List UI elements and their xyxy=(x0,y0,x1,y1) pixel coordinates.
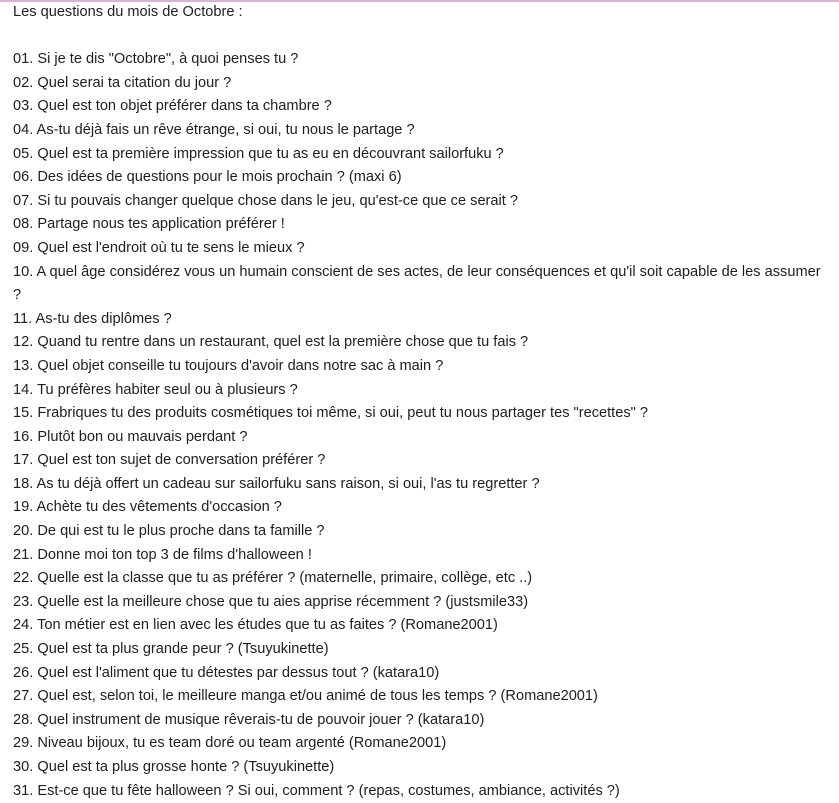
question-item xyxy=(13,496,839,520)
question-text: Si je te dis "Octobre", à quoi penses tu ? xyxy=(37,51,299,68)
question-number: 26. xyxy=(13,664,34,681)
question-item xyxy=(13,331,839,355)
question-number: 16. xyxy=(13,428,34,445)
question-number: 29. xyxy=(13,735,34,752)
question-item xyxy=(13,72,839,96)
question-number: 21. xyxy=(13,546,34,563)
question-item xyxy=(13,143,839,167)
question-number: 03. xyxy=(13,98,34,115)
question-text: De qui est tu le plus proche dans ta famille ? xyxy=(37,523,325,540)
question-item xyxy=(13,520,839,544)
post-title: Les questions du mois de Octobre : xyxy=(13,4,243,20)
question-number: 12. xyxy=(13,334,34,351)
question-line xyxy=(13,119,839,143)
question-line xyxy=(13,638,839,662)
question-item xyxy=(13,308,839,332)
question-number: 09. xyxy=(13,239,34,256)
question-number: 24. xyxy=(13,617,34,634)
question-text: Niveau bijoux, tu es team doré ou team argenté (Romane2001) xyxy=(37,735,447,752)
question-text: Des idées de questions pour le mois prochain ? (maxi 6) xyxy=(37,169,402,186)
question-text: Quel est ton sujet de conversation préférer ? xyxy=(37,452,326,469)
question-number: 25. xyxy=(13,641,34,658)
question-number: 18. xyxy=(13,475,34,492)
question-text: Quelle est la meilleure chose que tu aies apprise récemment ? (justsmile33) xyxy=(37,593,529,610)
question-line xyxy=(13,520,839,544)
question-item xyxy=(13,355,839,379)
question-item xyxy=(13,591,839,615)
question-line xyxy=(13,190,839,214)
question-number: 05. xyxy=(13,145,34,162)
question-number: 10. xyxy=(13,263,34,280)
question-line xyxy=(13,426,839,450)
question-line xyxy=(13,213,839,237)
question-item xyxy=(13,709,839,733)
question-text: Quel est ta plus grosse honte ? (Tsuyukinette) xyxy=(37,759,335,775)
question-line xyxy=(13,143,839,167)
question-number: 13. xyxy=(13,357,34,374)
question-line xyxy=(13,662,839,686)
question-line xyxy=(13,48,839,72)
question-text: Donne moi ton top 3 de films d'halloween ! xyxy=(37,546,312,563)
question-text: Ton métier est en lien avec les études que tu as faites ? (Romane2001) xyxy=(37,617,498,634)
question-item xyxy=(13,190,839,214)
question-line xyxy=(13,308,839,332)
question-number: 01. xyxy=(13,51,34,68)
question-text: Quel serai ta citation du jour ? xyxy=(37,74,232,91)
question-item xyxy=(13,614,839,638)
question-item xyxy=(13,237,839,261)
question-text: Quand tu rentre dans un restaurant, quel est la première chose que tu fais ? xyxy=(37,334,529,351)
question-text: Quel est ta première impression que tu as eu en découvrant sailorfuku ? xyxy=(37,145,504,162)
question-line xyxy=(13,402,839,426)
question-text: Quel instrument de musique rêverais-tu de pouvoir jouer ? (katara10) xyxy=(37,711,485,728)
question-number: 27. xyxy=(13,688,34,705)
question-item xyxy=(13,449,839,473)
question-list xyxy=(13,48,839,803)
question-text: Quel est l'aliment que tu détestes par dessus tout ? (katara10) xyxy=(37,664,440,681)
question-item xyxy=(13,379,839,403)
question-line xyxy=(13,709,839,733)
question-number: 08. xyxy=(13,216,34,233)
question-line xyxy=(13,567,839,591)
question-number: 28. xyxy=(13,711,34,728)
question-number: 11. xyxy=(13,310,33,327)
question-text: Quel est, selon toi, le meilleure manga et/ou animé de tous les temps ? (Romane2001) xyxy=(37,688,598,705)
question-number: 19. xyxy=(13,499,34,516)
question-number: 30. xyxy=(13,759,34,775)
question-item xyxy=(13,48,839,72)
question-number: 06. xyxy=(13,169,34,186)
question-item xyxy=(13,685,839,709)
question-item xyxy=(13,662,839,686)
question-item xyxy=(13,473,839,497)
question-text: As-tu des diplômes ? xyxy=(35,310,172,327)
question-line xyxy=(13,261,839,285)
question-number: 31. xyxy=(13,782,34,799)
question-text: Quel est l'endroit où tu te sens le mieux ? xyxy=(37,239,305,256)
question-line xyxy=(13,496,839,520)
question-line xyxy=(13,331,839,355)
question-text: As-tu déjà fais un rêve étrange, si oui, tu nous le partage ? xyxy=(36,121,415,138)
question-line xyxy=(13,355,839,379)
question-item xyxy=(13,638,839,662)
question-text: Est-ce que tu fête halloween ? Si oui, comment ? (repas, costumes, ambiance, activités ?) xyxy=(37,782,620,799)
question-text: Si tu pouvais changer quelque chose dans le jeu, qu'est-ce que ce serait ? xyxy=(37,192,518,209)
question-line xyxy=(13,756,839,780)
question-line xyxy=(13,544,839,568)
question-number: 20. xyxy=(13,523,34,540)
question-number: 22. xyxy=(13,570,34,587)
question-line xyxy=(13,237,839,261)
question-number: 15. xyxy=(13,405,34,422)
question-line xyxy=(13,473,839,497)
question-item xyxy=(13,544,839,568)
question-line xyxy=(13,72,839,96)
question-line xyxy=(13,449,839,473)
question-item xyxy=(13,402,839,426)
question-text: A quel âge considérez vous un humain conscient de ses actes, de leur conséquences et qu'il soit capable de les assumer xyxy=(36,263,821,280)
question-item xyxy=(13,166,839,190)
question-line xyxy=(13,379,839,403)
question-text: Quel est ton objet préférer dans ta chambre ? xyxy=(37,98,332,115)
question-item xyxy=(13,213,839,237)
question-line xyxy=(13,95,839,119)
question-item xyxy=(13,426,839,450)
question-line xyxy=(13,591,839,615)
question-line xyxy=(13,685,839,709)
question-line xyxy=(13,166,839,190)
question-number: 17. xyxy=(13,452,34,469)
question-line xyxy=(13,780,839,803)
question-text: Frabriques tu des produits cosmétiques toi même, si oui, peut tu nous partager tes "recettes" ? xyxy=(37,405,648,422)
question-number: 02. xyxy=(13,74,34,91)
question-text: As tu déjà offert un cadeau sur sailorfuku sans raison, si oui, l'as tu regretter ? xyxy=(36,475,540,492)
question-text: Tu préfères habiter seul ou à plusieurs ? xyxy=(37,381,298,398)
question-text: Quelle est la classe que tu as préférer ? (maternelle, primaire, collège, etc ..) xyxy=(37,570,533,587)
question-item xyxy=(13,95,839,119)
question-number: 07. xyxy=(13,192,34,209)
question-text: Plutôt bon ou mauvais perdant ? xyxy=(37,428,248,445)
question-text: Achète tu des vêtements d'occasion ? xyxy=(36,499,282,516)
question-text: Partage nous tes application préférer ! xyxy=(37,216,285,233)
question-item xyxy=(13,119,839,143)
question-item xyxy=(13,261,839,308)
question-number: 14. xyxy=(13,381,34,398)
post-body xyxy=(13,1,839,803)
question-text: Quel objet conseille tu toujours d'avoir dans notre sac à main ? xyxy=(37,357,444,374)
question-number: 23. xyxy=(13,593,34,610)
question-item xyxy=(13,780,839,803)
blank-line xyxy=(13,25,839,49)
question-item xyxy=(13,567,839,591)
question-number: 04. xyxy=(13,121,34,138)
question-item xyxy=(13,732,839,756)
question-item xyxy=(13,756,839,780)
question-continuation: ? xyxy=(13,287,22,304)
question-text: Quel est ta plus grande peur ? (Tsuyukinette) xyxy=(37,641,329,658)
question-line xyxy=(13,614,839,638)
question-line xyxy=(13,732,839,756)
